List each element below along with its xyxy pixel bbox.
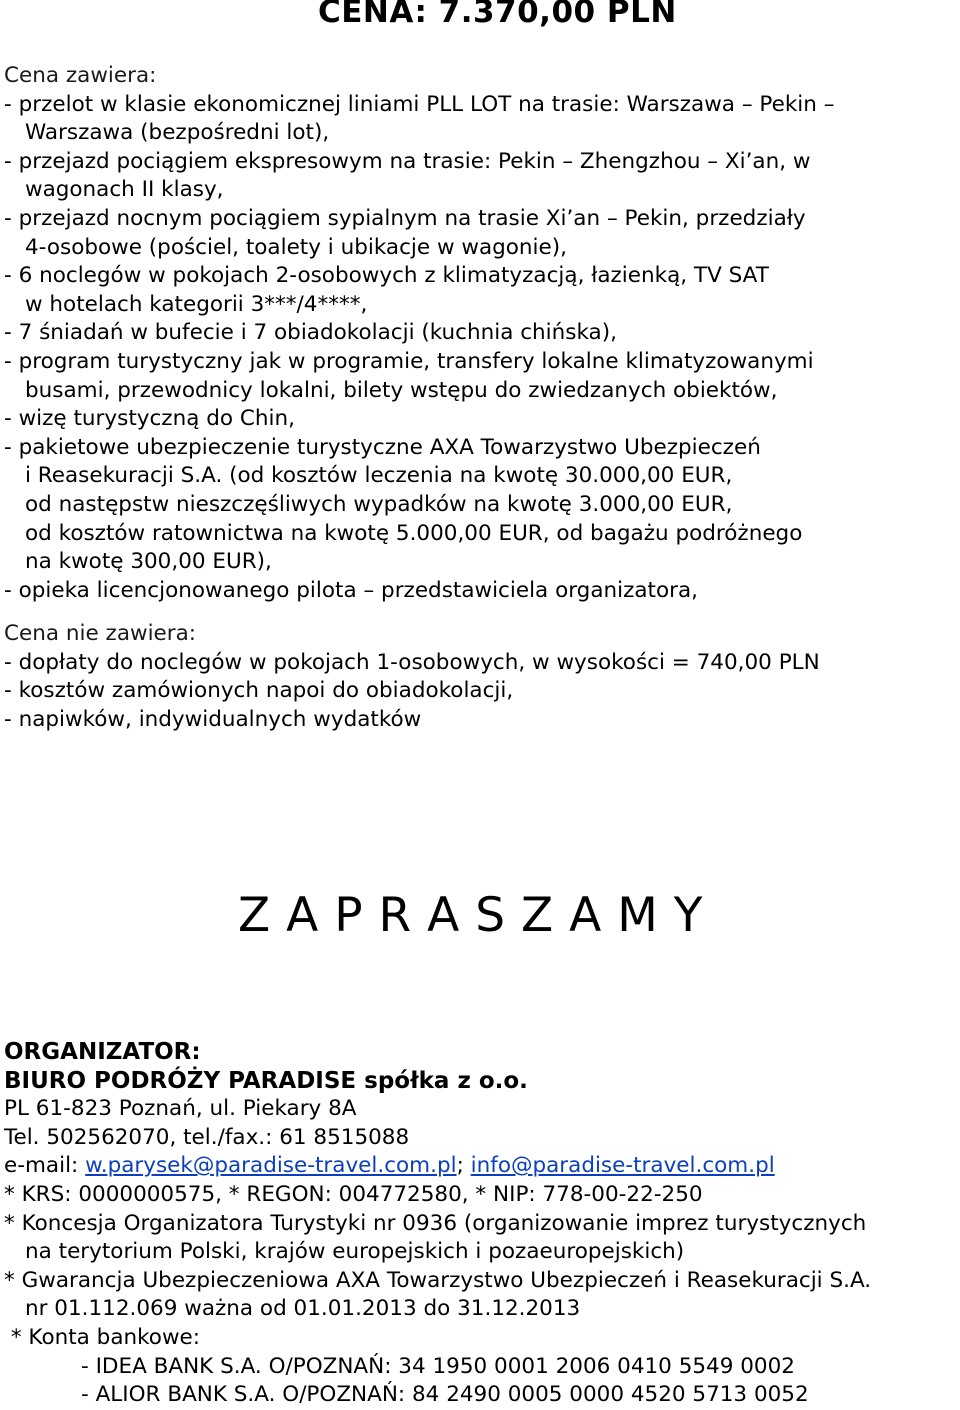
- includes-line: wagonach II klasy,: [25, 177, 224, 203]
- bank-account: - IDEA BANK S.A. O/POZNAŃ: 34 1950 0001 2006 0410 5549 0002: [81, 1353, 795, 1379]
- includes-line: i Reasekuracji S.A. (od kosztów leczenia na kwotę 30.000,00 EUR,: [25, 463, 733, 489]
- email-link-1[interactable]: w.parysek@paradise-travel.com.pl: [85, 1153, 457, 1179]
- organizer-registry: * KRS: 0000000575, * REGON: 004772580, * NIP: 778-00-22-250: [4, 1181, 703, 1207]
- bank-accounts-label: * Konta bankowe:: [4, 1324, 201, 1350]
- excludes-line: - dopłaty do noclegów w pokojach 1-osobowych, w wysokości = 740,00 PLN: [4, 649, 820, 675]
- includes-line: - przelot w klasie ekonomicznej liniami PLL LOT na trasie: Warszawa – Pekin –: [4, 91, 835, 117]
- includes-section: [4, 62, 960, 605]
- organizer-section: [4, 1038, 871, 1410]
- includes-line: - przejazd nocnym pociągiem sypialnym na trasie Xi’an – Pekin, przedziały: [4, 205, 806, 231]
- includes-line: 4-osobowe (pościel, toalety i ubikacje w wagonie),: [25, 234, 567, 260]
- invitation-heading: Z A P R A S Z A M Y: [238, 888, 703, 943]
- includes-line: - opieka licencjonowanego pilota – przedstawiciela organizatora,: [4, 577, 698, 603]
- includes-line: - wizę turystyczną do Chin,: [4, 406, 295, 432]
- includes-line: - 6 noclegów w pokojach 2-osobowych z klimatyzacją, łazienką, TV SAT: [4, 263, 769, 289]
- excludes-heading: Cena nie zawiera:: [4, 621, 197, 646]
- organizer-heading: ORGANIZATOR:: [4, 1039, 201, 1065]
- price-heading: CENA: 7.370,00 PLN: [318, 0, 677, 30]
- organizer-phone: Tel. 502562070, tel./fax.: 61 8515088: [4, 1124, 410, 1150]
- organizer-license: * Koncesja Organizatora Turystyki nr 0936 (organizowanie imprez turystycznych: [4, 1210, 867, 1236]
- includes-line: - program turystyczny jak w programie, transfery lokalne klimatyzowanymi: [4, 348, 814, 374]
- includes-line: od kosztów ratownictwa na kwotę 5.000,00 EUR, od bagażu podróżnego: [25, 520, 803, 546]
- includes-line: - 7 śniadań w bufecie i 7 obiadokolacji (kuchnia chińska),: [4, 320, 617, 346]
- email-separator: ;: [456, 1153, 471, 1179]
- excludes-section: [4, 620, 960, 734]
- organizer-email-line: [4, 1152, 871, 1181]
- includes-line: - przejazd pociągiem ekspresowym na trasie: Pekin – Zhengzhou – Xi’an, w: [4, 148, 811, 174]
- includes-line: od następstw nieszczęśliwych wypadków na kwotę 3.000,00 EUR,: [25, 491, 733, 517]
- organizer-guarantee: * Gwarancja Ubezpieczeniowa AXA Towarzystwo Ubezpieczeń i Reasekuracji S.A.: [4, 1267, 872, 1293]
- excludes-line: - kosztów zamówionych napoi do obiadokolacji,: [4, 678, 514, 704]
- organizer-license-cont: na terytorium Polski, krajów europejskich i pozaeuropejskich): [25, 1239, 685, 1265]
- includes-heading: Cena zawiera:: [4, 63, 157, 88]
- email-label: e-mail:: [4, 1153, 86, 1179]
- includes-line: w hotelach kategorii 3***/4****,: [25, 291, 368, 317]
- organizer-address: PL 61-823 Poznań, ul. Piekary 8A: [4, 1096, 357, 1122]
- email-link-2[interactable]: info@paradise-travel.com.pl: [470, 1153, 775, 1179]
- includes-line: busami, przewodnicy lokalni, bilety wstępu do zwiedzanych obiektów,: [25, 377, 778, 403]
- includes-line: Warszawa (bezpośredni lot),: [25, 120, 330, 146]
- bank-account: - ALIOR BANK S.A. O/POZNAŃ: 84 2490 0005 0000 4520 5713 0052: [81, 1382, 809, 1408]
- organizer-guarantee-cont: nr 01.112.069 ważna od 01.01.2013 do 31.12.2013: [25, 1296, 581, 1322]
- includes-line: - pakietowe ubezpieczenie turystyczne AXA Towarzystwo Ubezpieczeń: [4, 434, 761, 460]
- organizer-name: BIURO PODRÓŻY PARADISE spółka z o.o.: [4, 1067, 528, 1094]
- includes-line: na kwotę 300,00 EUR),: [25, 549, 272, 575]
- excludes-line: - napiwków, indywidualnych wydatków: [4, 706, 422, 732]
